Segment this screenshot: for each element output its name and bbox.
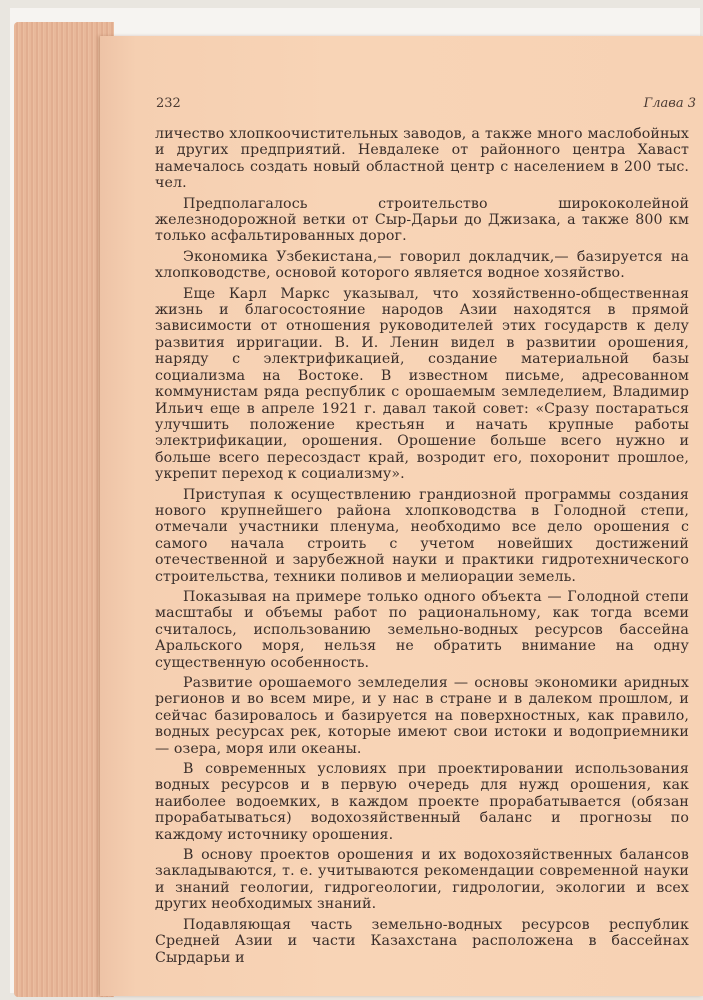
paragraph: Еще Карл Маркс указывал, что хозяйственно-общественная жизнь и благосостояние народов Азии находятся в прямой зависимости от отношения руководителей этих государств к делу развития ирригации. В. И. Ленин видел в развитии орошения, наряду с электрификацией, создание материальной базы социализма на Востоке. В известном письме, адресованном коммунистам ряда республик с орошаемым земледелием, Владимир Ильич еще в апреле 1921 г. давал такой совет: «Сразу постараться улучшить положение крестьян и начать крупные работы электрификации, орошения. Орошение больше всего нужно и больше всего пересоздаст край, возродит его, похоронит прошлое, укрепит переход к социализму».: [155, 285, 689, 483]
paragraph: Показывая на примере только одного объекта — Голодной степи масштабы и объемы работ по рациональному, как тогда всеми считалось, использованию земельно-водных ресурсов бассейна Аральского моря, нельзя не обратить внимание на одну существенную особенность.: [155, 588, 689, 671]
running-head: [156, 96, 696, 116]
paragraph: В основу проектов орошения и их водохозяйственных балансов закладываются, т. е. учитываются рекомендации современной науки и знаний геологии, гидрогеологии, гидрологии, экологии и всех других необходимых знаний.: [155, 847, 689, 913]
body-text: [155, 126, 689, 970]
paragraph: Подавляющая часть земельно-водных ресурсов республик Средней Азии и части Казахстана расположена в бассейнах Сырдарьи и: [155, 916, 689, 966]
paragraph: В современных условиях при проектировании использования водных ресурсов и в первую очередь для нужд орошения, как наиболее водоемких, в каждом проекте прорабатывается (обязан прорабатываться) водохозяйственный баланс и прогнозы по каждому источнику орошения.: [155, 761, 689, 843]
paragraph: Развитие орошаемого земледелия — основы экономики аридных регионов и во всем мире, и у нас в стране и в далеком прошлом, и сейчас базировалось и базируется на поверхностных, как правило, водных ресурсах рек, которые имеют свои истоки и водоприемники — озера, моря или океаны.: [155, 675, 689, 757]
page-number: 232: [156, 96, 181, 111]
paragraph: Предполагалось строительство ширококолейной железнодорожной ветки от Сыр-Дарьи до Джизака, а также 800 км только асфальтированных дорог.: [155, 195, 689, 245]
chapter-title: Глава 3: [643, 96, 696, 111]
paragraph: Экономика Узбекистана,— говорил докладчик,— базируется на хлопководстве, основой которого является водное хозяйство.: [155, 248, 689, 282]
paragraph: Приступая к осуществлению грандиозной программы создания нового крупнейшего района хлопководства в Голодной степи, отмечали участники пленума, необходимо все дело орошения с самого начала строить с учетом новейших достижений отечественной и зарубежной науки и практики гидротехнического строительства, техники поливов и мелиорации земель.: [155, 486, 689, 585]
paragraph: личество хлопкоочистительных заводов, а также много маслобойных и других предприятий. Невдалеке от районного центра Хаваст намечалось создать новый областной центр с населением в 200 тыс. чел.: [155, 126, 689, 192]
page-edges: [14, 22, 114, 997]
